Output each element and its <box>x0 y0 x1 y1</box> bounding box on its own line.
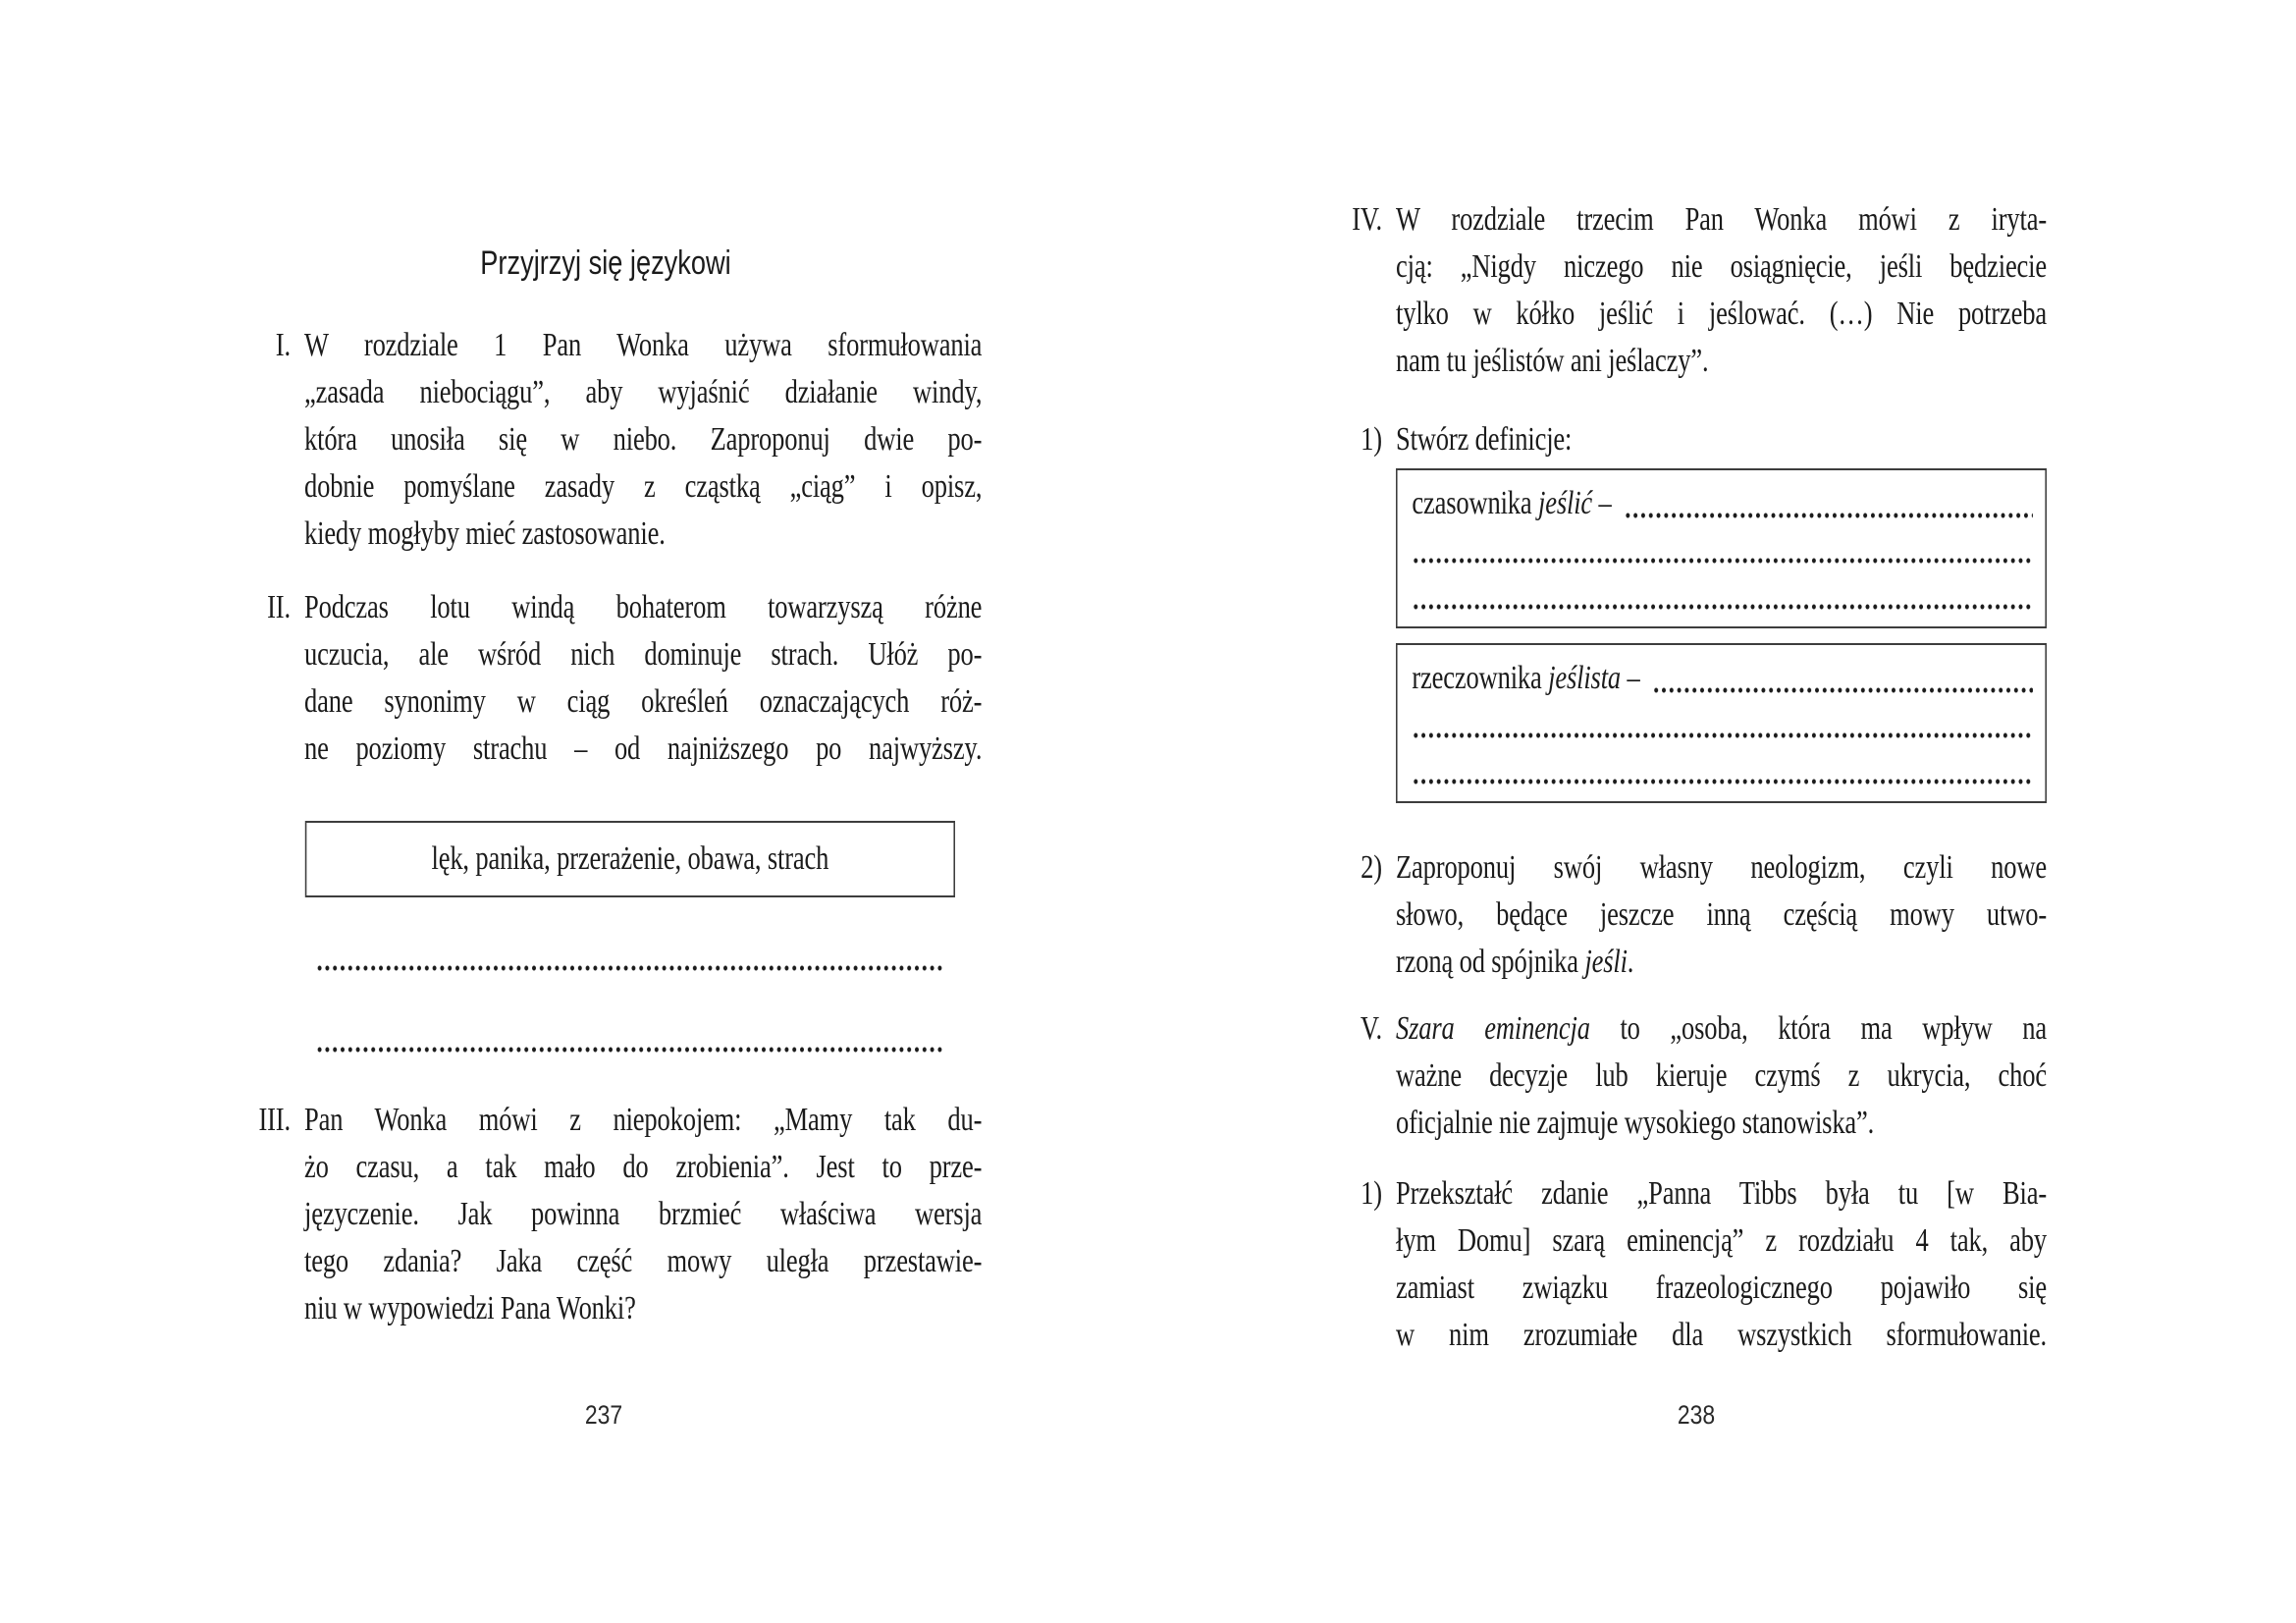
definition-verb-row <box>1412 480 2033 527</box>
synonyms-box-text: lęk, panika, przerażenie, obawa, strach <box>431 840 829 877</box>
text-line: niu w wypowiedzi Pana Wonki? <box>304 1290 636 1326</box>
section-iii <box>258 1097 983 1332</box>
text-line: która unosiła się w niebo. Zaproponuj dwie po- <box>304 421 983 458</box>
text-segment-italic: jeśli <box>1584 944 1628 980</box>
right-page-number: 238 <box>1677 1400 1716 1430</box>
answer-line <box>1652 687 2033 693</box>
definition-box-noun <box>1396 643 2047 803</box>
text-line: Podczas lotu windą bohaterom towarzyszą różne <box>304 589 983 625</box>
text-line: słowo, będące jeszcze inną częścią mowy utwo- <box>1396 896 2047 933</box>
section-iii-numeral: III. <box>258 1102 291 1138</box>
text-line: Zaproponuj swój własny neologizm, czyli nowe <box>1396 849 2047 886</box>
answer-line <box>316 1047 942 1053</box>
definition-verb-dash: – <box>1592 485 1619 521</box>
definition-noun-dash: – <box>1621 660 1647 696</box>
text-line: zamiast związku frazeologicznego pojawiło się <box>1396 1270 2047 1306</box>
section-v <box>1360 1005 2047 1147</box>
text-line: nam tu jeślistów ani jeślaczy”. <box>1396 343 1709 379</box>
text-segment: to „osoba, która ma wpływ na <box>1589 1010 2047 1047</box>
text-line: w nim zrozumiałe dla wszystkich sformułowanie. <box>1396 1317 2047 1353</box>
text-line: uczucia, ale wśród nich dominuje strach. Ułóż po- <box>304 636 983 673</box>
section-iv <box>1352 196 2047 385</box>
text-line: ważne decyzje lub kieruje czymś z ukrycia, choć <box>1396 1057 2047 1094</box>
answer-line <box>1412 779 2033 784</box>
section-i <box>275 322 983 558</box>
text-line: tego zdania? Jaka część mowy uległa przestawie- <box>304 1243 983 1279</box>
subtask-1-numeral: 1) <box>1361 421 1382 458</box>
text-segment: . <box>1627 944 1634 980</box>
right-page-text-column <box>1352 0 2047 1623</box>
definition-noun-row <box>1412 655 2033 702</box>
subtask-1b-numeral: 1) <box>1361 1175 1382 1212</box>
definition-box-verb <box>1396 468 2047 628</box>
text-line <box>1396 939 2047 986</box>
answer-line <box>1412 732 2033 738</box>
text-segment: rzoną od spójnika <box>1396 944 1585 980</box>
subtask-1-label <box>1361 416 2047 463</box>
text-line: ne poziomy strachu – od najniższego po najwyższy. <box>304 730 983 767</box>
text-line: W rozdziale 1 Pan Wonka używa sformułowania <box>304 327 983 363</box>
text-line: Przekształć zdanie „Panna Tibbs była tu [w Bia- <box>1396 1175 2047 1212</box>
answer-line <box>1624 513 2033 518</box>
synonyms-box <box>305 821 955 897</box>
text-line: Pan Wonka mówi z niepokojem: „Mamy tak du- <box>304 1102 983 1138</box>
left-page-header: Przyjrzyj się językowi <box>480 244 731 282</box>
section-ii-numeral: II. <box>267 589 291 625</box>
definition-verb-term: jeślić <box>1538 485 1593 521</box>
definition-noun-term: jeślista <box>1548 660 1622 696</box>
text-line: W rozdziale trzecim Pan Wonka mówi z iryta- <box>1396 201 2047 238</box>
text-line: dobnie pomyślane zasady z cząstką „ciąg” i opisz, <box>304 468 983 505</box>
section-v-numeral: V. <box>1360 1010 1382 1047</box>
answer-line <box>316 965 942 971</box>
text-line: tylko w kółko jeślić i jeślować. (…) Nie potrzeba <box>1396 296 2047 332</box>
left-page-number: 237 <box>584 1400 623 1430</box>
text-segment-italic: Szara eminencja <box>1396 1010 1590 1047</box>
subtask-1b <box>1361 1170 2047 1359</box>
answer-line <box>1412 558 2033 564</box>
definition-verb-word-class: czasownika <box>1412 485 1539 521</box>
definition-noun-word-class: rzeczownika <box>1412 660 1549 696</box>
text-line: oficjalnie nie zajmuje wysokiego stanowiska”. <box>1396 1105 1875 1141</box>
section-i-numeral: I. <box>275 327 291 363</box>
text-line: „zasada niebociągu”, aby wyjaśnić działanie windy, <box>304 374 983 410</box>
text-line: żo czasu, a tak mało do zrobienia”. Jest to prze- <box>304 1149 983 1185</box>
section-iv-numeral: IV. <box>1352 201 1382 238</box>
text-line: kiedy mogłyby mieć zastosowanie. <box>304 515 666 552</box>
answer-line <box>1412 604 2033 610</box>
subtask-1-text: Stwórz definicje: <box>1396 421 1573 458</box>
text-line <box>1396 1005 2047 1053</box>
text-line: cją: „Nigdy niczego nie osiągnięcie, jeśli będziecie <box>1396 248 2047 285</box>
text-line: języczenie. Jak powinna brzmieć właściwa wersja <box>304 1196 983 1232</box>
left-page-text-column <box>258 0 983 1623</box>
text-line: dane synonimy w ciąg określeń oznaczających róż- <box>304 683 983 720</box>
subtask-2 <box>1361 844 2047 986</box>
section-ii <box>267 584 983 773</box>
text-line: łym Domu] szarą eminencją” z rozdziału 4 tak, aby <box>1396 1222 2047 1259</box>
subtask-2-numeral: 2) <box>1361 849 1382 886</box>
